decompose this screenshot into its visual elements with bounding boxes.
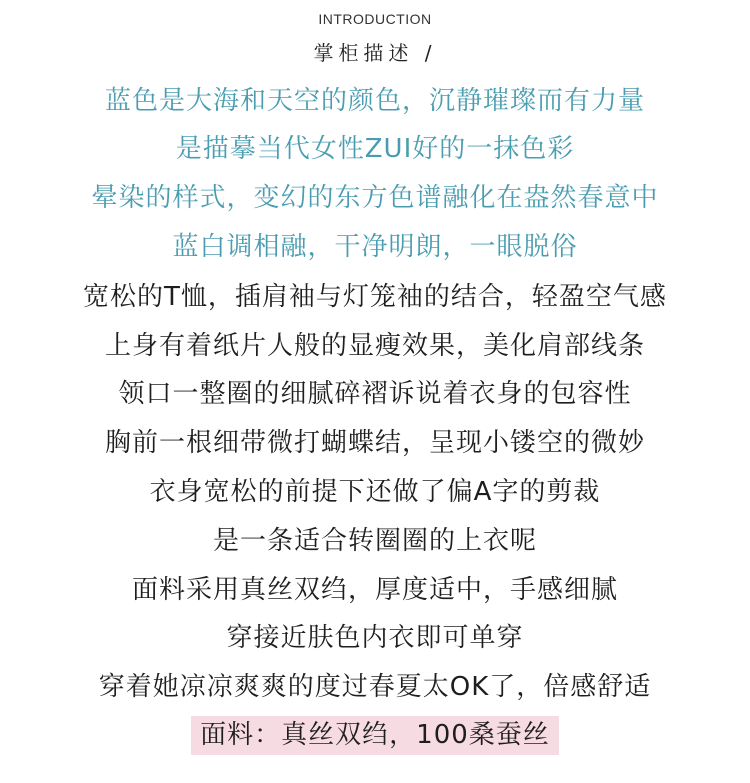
body-line-9: 穿着她凉凉爽爽的度过春夏太OK了，倍感舒适 bbox=[98, 672, 652, 702]
body-line-3: 领口一整圈的细腻碎褶诉说着衣身的包容性 bbox=[118, 379, 632, 409]
fabric-note-row bbox=[0, 716, 750, 755]
accent-line-2: 是描摹当代女性ZUI好的一抹色彩 bbox=[175, 134, 575, 164]
accent-line-3: 晕染的样式，变幻的东方色谱融化在盎然春意中 bbox=[91, 183, 659, 213]
body-line-2: 上身有着纸片人般的显瘦效果，美化肩部线条 bbox=[104, 331, 645, 361]
body-line-7: 面料采用真丝双绉，厚度适中，手感细腻 bbox=[131, 575, 618, 605]
body-line-8: 穿接近肤色内衣即可单穿 bbox=[226, 623, 524, 653]
fabric-note-highlight: 面料：真丝双绉，100桑蚕丝 bbox=[191, 716, 559, 755]
body-line-6: 是一条适合转圈圈的上衣呢 bbox=[212, 526, 537, 556]
body-line-4: 胸前一根细带微打蝴蝶结，呈现小镂空的微妙 bbox=[104, 428, 645, 458]
body-line-5: 衣身宽松的前提下还做了偏A字的剪裁 bbox=[149, 477, 601, 507]
intro-eyebrow: INTRODUCTION bbox=[318, 11, 432, 27]
section-header bbox=[0, 0, 750, 64]
accent-line-1: 蓝色是大海和天空的颜色，沉静璀璨而有力量 bbox=[104, 86, 645, 116]
section-title: 掌柜描述 / bbox=[313, 41, 437, 65]
body-line-1: 宽松的T恤，插肩袖与灯笼袖的结合，轻盈空气感 bbox=[83, 282, 667, 312]
accent-line-4: 蓝白调相融，干净明朗，一眼脱俗 bbox=[172, 232, 578, 262]
